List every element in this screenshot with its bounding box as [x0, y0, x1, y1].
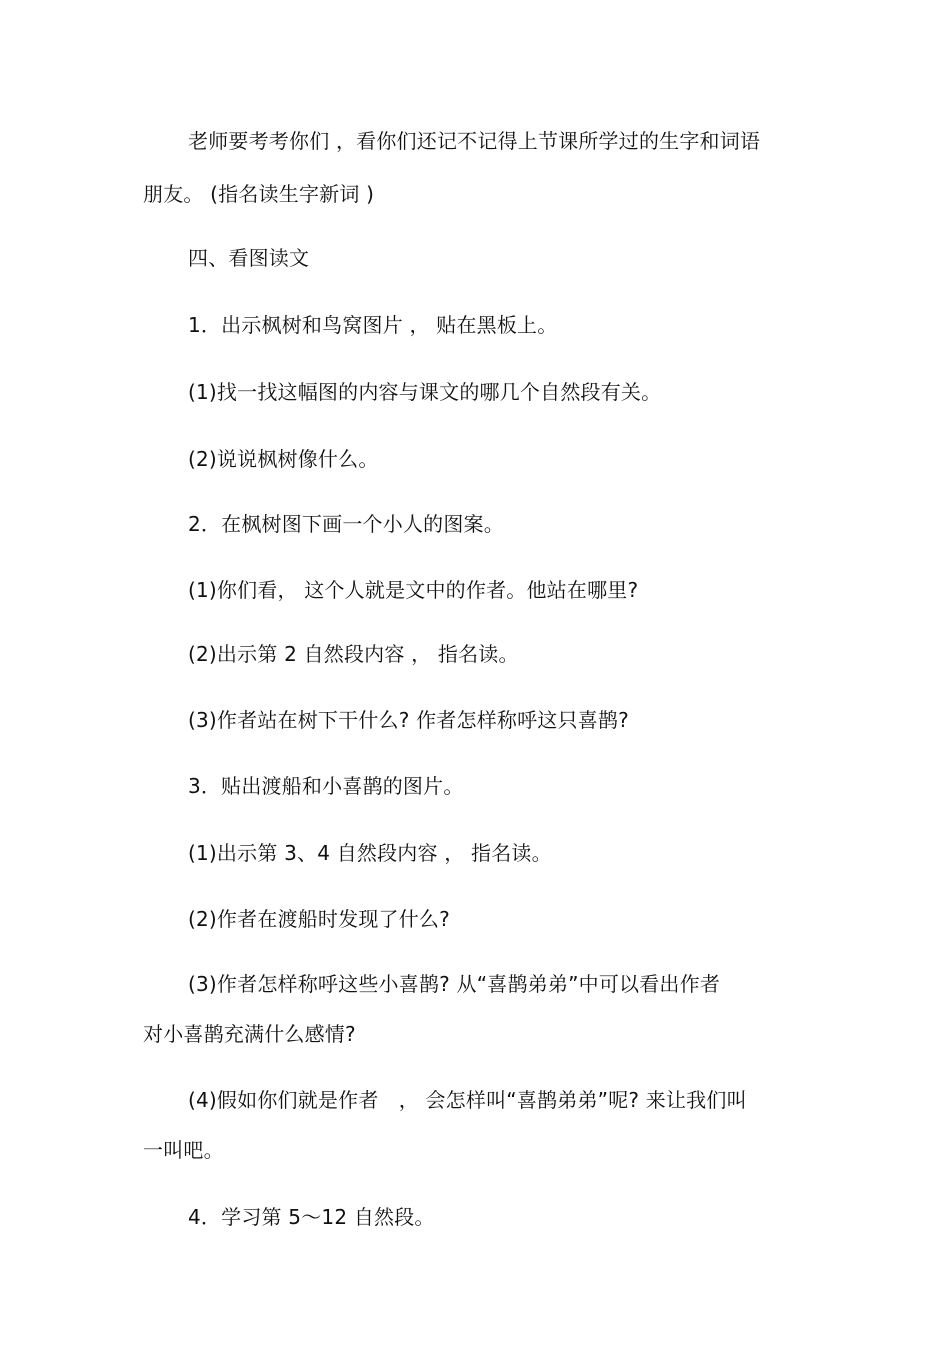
- step-2-item-3: (3)作者站在树下干什么? 作者怎样称呼这只喜鹊?: [188, 708, 629, 732]
- step-3-item-3: (3)作者怎样称呼这些小喜鹊? 从“喜鹊弟弟”中可以看出作者: [188, 972, 721, 996]
- step-4: 4．学习第 5～12 自然段。: [188, 1205, 435, 1229]
- paragraph-line-1: 老师要考考你们 ，看你们还记不记得上节课所学过的生字和词语: [188, 129, 761, 153]
- step-2-item-1: (1)你们看， 这个人就是文中的作者。他站在哪里?: [188, 578, 639, 602]
- step-2: 2．在枫树图下画一个小人的图案。: [188, 512, 504, 536]
- step-1: 1．出示枫树和鸟窝图片 ， 贴在黑板上。: [188, 313, 558, 337]
- step-1-item-1: (1)找一找这幅图的内容与课文的哪几个自然段有关。: [188, 380, 662, 404]
- step-1-item-2: (2)说说枫树像什么。: [188, 447, 379, 471]
- section-heading: 四、看图读文: [188, 246, 310, 270]
- paragraph-line-2: 朋友。 (指名读生字新词 ): [143, 182, 375, 206]
- step-3-item-3-cont: 对小喜鹊充满什么感情?: [143, 1022, 356, 1046]
- step-3-item-1: (1)出示第 3、4 自然段内容 ， 指名读。: [188, 841, 552, 865]
- step-3-item-2: (2)作者在渡船时发现了什么?: [188, 907, 450, 931]
- step-3: 3．贴出渡船和小喜鹊的图片。: [188, 774, 464, 798]
- step-3-item-4-cont: 一叫吧。: [143, 1138, 224, 1162]
- step-3-item-4: (4)假如你们就是作者 ， 会怎样叫“喜鹊弟弟”呢? 来让我们叫: [188, 1088, 747, 1112]
- step-2-item-2: (2)出示第 2 自然段内容 ， 指名读。: [188, 642, 519, 666]
